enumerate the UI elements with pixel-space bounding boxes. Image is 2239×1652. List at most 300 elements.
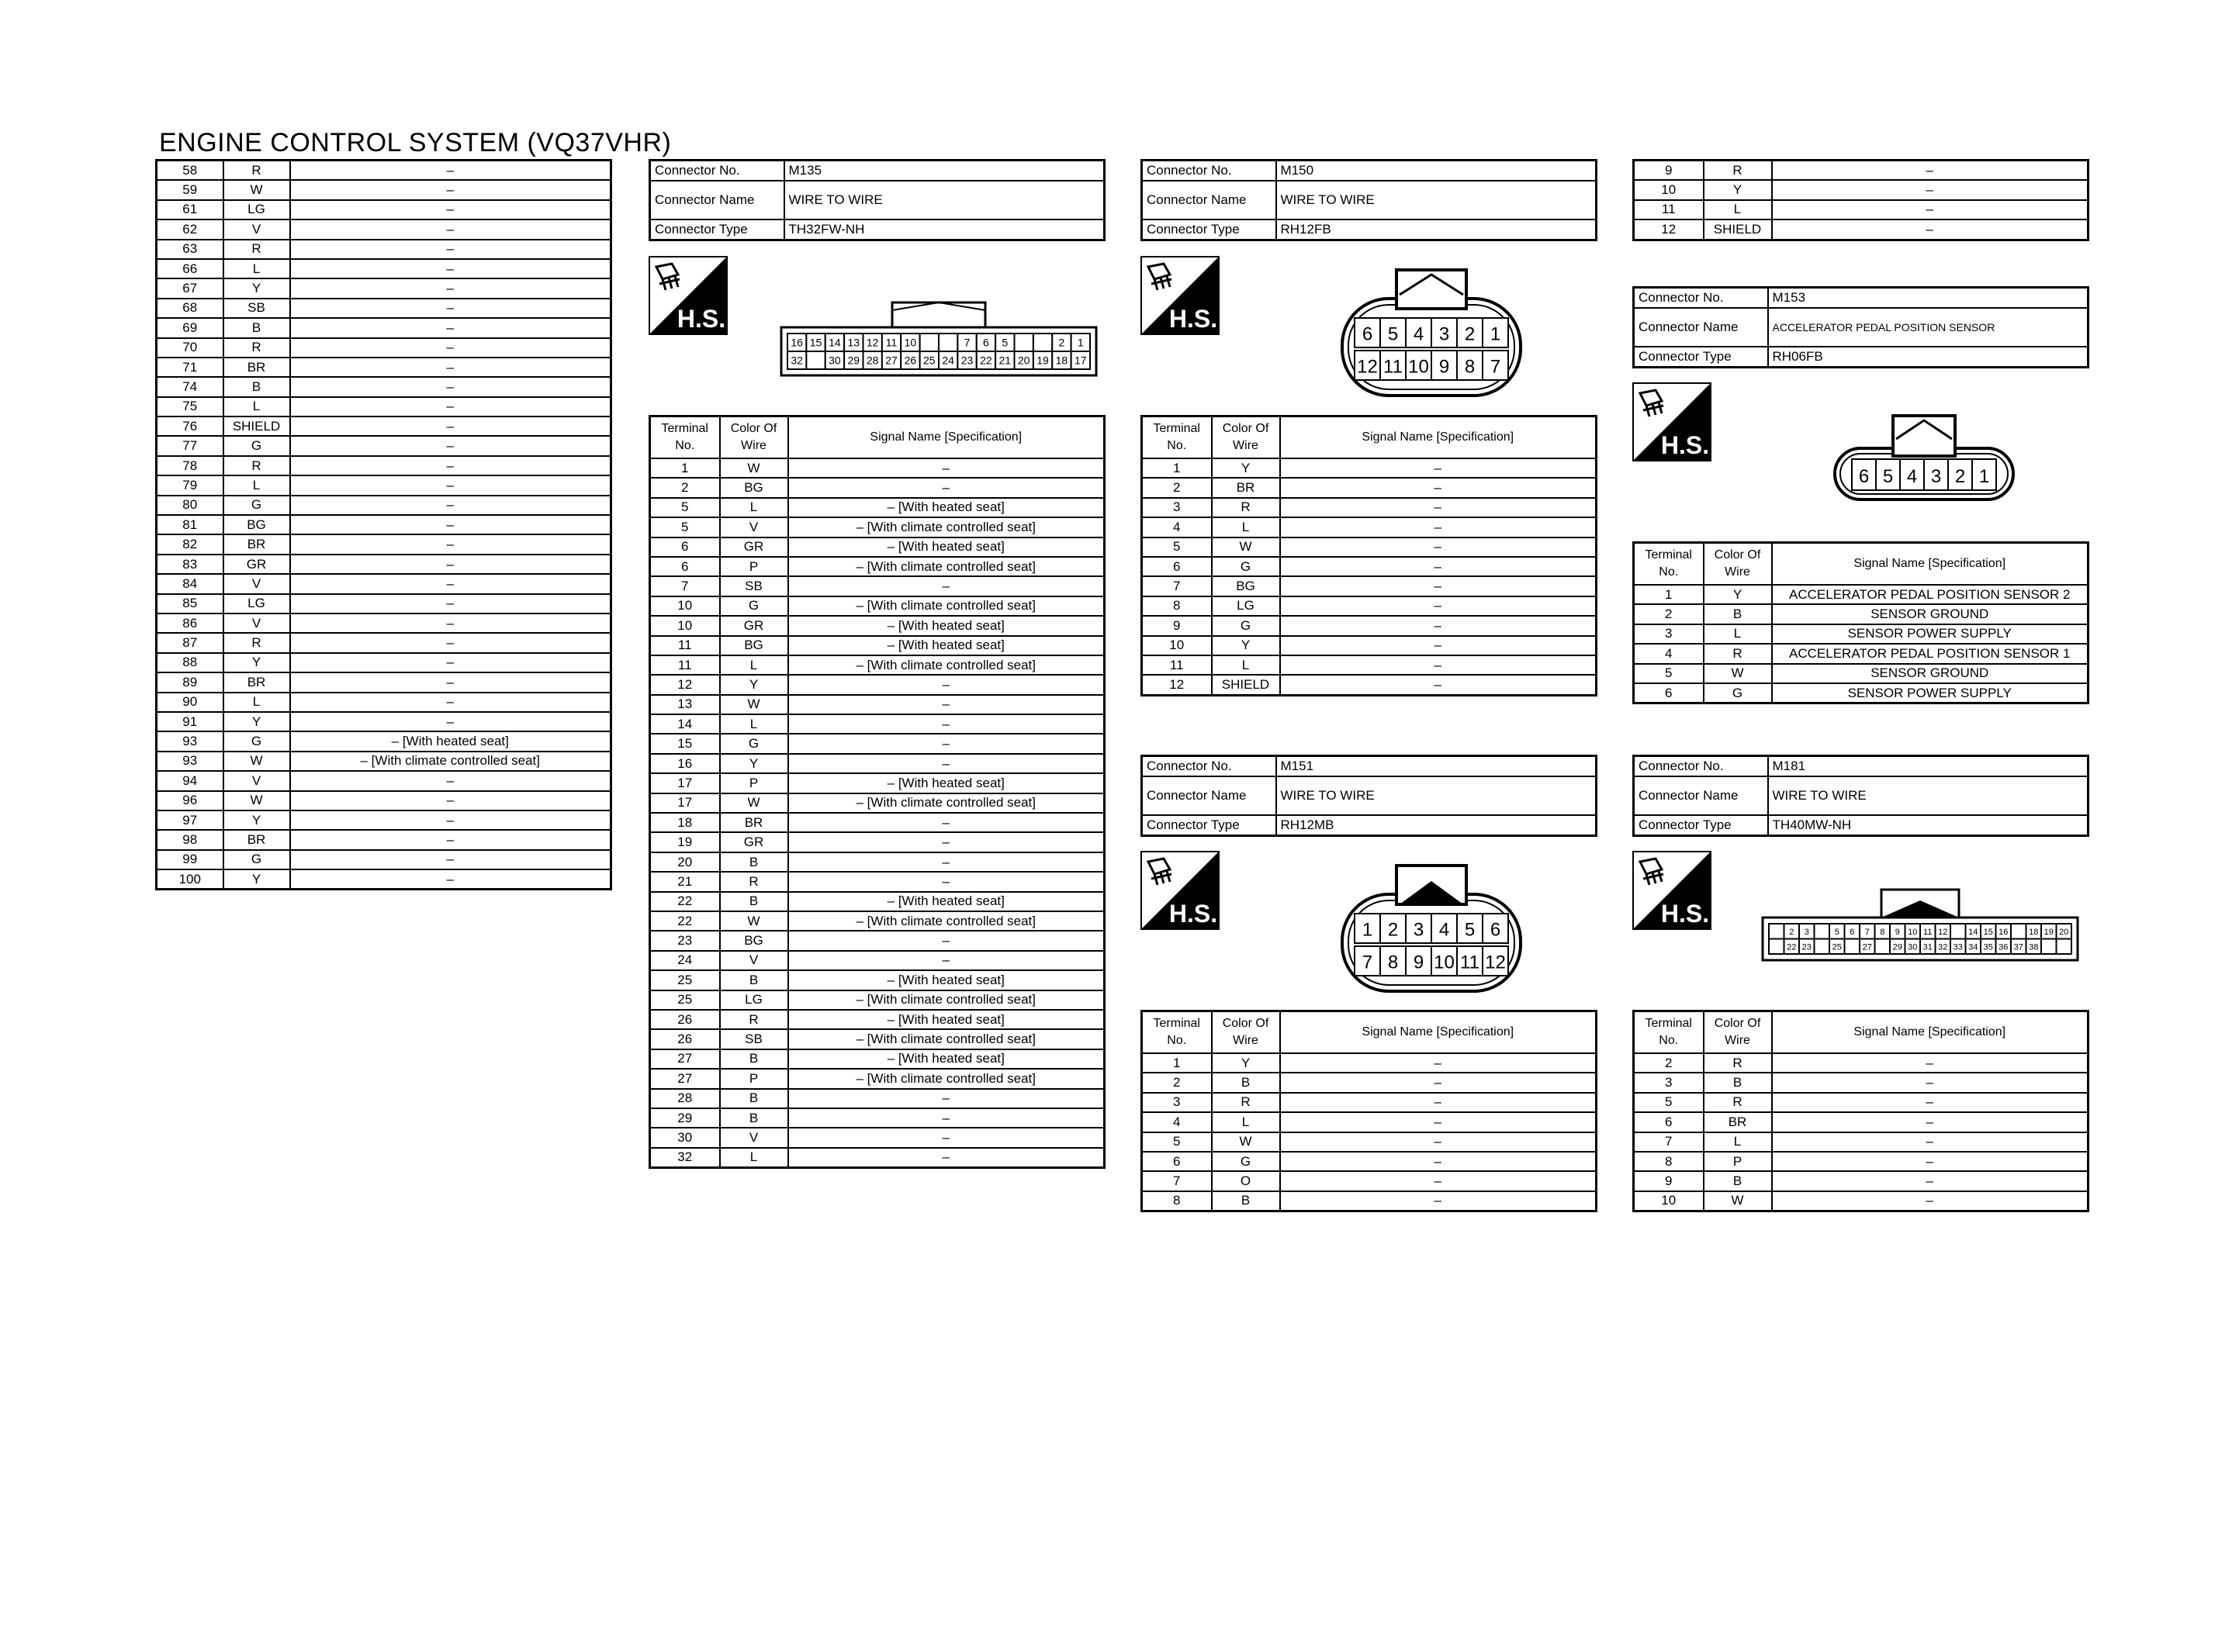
table-row (650, 695, 1105, 714)
wire-color-cell: BR (1704, 1112, 1772, 1132)
signal-name-cell: – (1280, 636, 1597, 655)
pin-cell (1950, 924, 1966, 939)
terminal-no-cell: 5 (1142, 1132, 1212, 1152)
signal-name-cell: SENSOR POWER SUPPLY (1772, 683, 2088, 703)
table-row (1142, 616, 1597, 635)
wire-color-cell: Y (223, 653, 290, 672)
terminal-no-cell: 16 (650, 754, 720, 773)
terminal-no-cell: 85 (157, 594, 223, 613)
terminal-no-cell: 71 (157, 358, 223, 377)
pin-label: 2 (1464, 323, 1476, 345)
wire-color-cell: W (1212, 1132, 1280, 1152)
table-row (650, 951, 1105, 970)
table-row (650, 557, 1105, 576)
signal-name-cell: – (290, 338, 611, 358)
signal-name-cell: – (290, 693, 611, 712)
terminal-no-cell: 2 (1142, 478, 1212, 497)
table-row (1634, 664, 2088, 683)
table-row (650, 596, 1105, 616)
terminal-no-cell: 7 (1142, 576, 1212, 596)
table-row (157, 869, 611, 890)
table-row (650, 1108, 1105, 1128)
signal-name-cell: – (1772, 1171, 2088, 1191)
wire-color-cell: G (1704, 683, 1772, 703)
terminal-no-cell: 15 (650, 734, 720, 753)
pin-label: 16 (1998, 928, 2009, 938)
signal-name-cell: – (788, 852, 1105, 872)
wire-color-cell: SHIELD (1212, 675, 1280, 695)
table-row (1142, 1112, 1597, 1132)
table-row (157, 397, 611, 416)
terminal-no-cell: 94 (157, 771, 223, 790)
connector-no-value: M151 (1276, 756, 1597, 777)
pin-cell (1015, 334, 1033, 351)
terminal-no-cell: 100 (157, 869, 223, 890)
table-row (157, 278, 611, 298)
terminal-no-cell: 63 (157, 240, 223, 259)
pin-cell (939, 334, 957, 351)
wire-color-cell: B (1704, 1073, 1772, 1092)
signal-name-cell: – [With climate controlled seat] (788, 990, 1105, 1010)
table-row (650, 537, 1105, 557)
wire-color-cell: R (223, 456, 290, 475)
connector-key (892, 302, 985, 327)
signal-name-cell: – (788, 951, 1105, 970)
wire-color-cell: P (720, 557, 788, 576)
terminal-table-continuation-left (155, 159, 612, 890)
table-row (650, 1128, 1105, 1147)
table-row (1634, 1073, 2088, 1092)
terminal-no-cell: 30 (650, 1128, 720, 1147)
wire-color-cell: BR (720, 813, 788, 832)
table-row (650, 675, 1105, 694)
hs-badge-label: H.S. (1660, 431, 1710, 459)
signal-name-cell: – (1280, 1073, 1597, 1092)
signal-name-cell: – (1772, 1093, 2088, 1112)
pin-label: 10 (904, 336, 917, 349)
signal-name-cell: – (788, 832, 1105, 852)
wire-color-cell: L (720, 498, 788, 517)
table-row (650, 458, 1105, 478)
signal-name-cell: – (788, 675, 1105, 694)
terminal-no-cell: 8 (1142, 596, 1212, 616)
connector-type-label: Connector Type (650, 219, 784, 240)
connector-name-value: ACCELERATOR PEDAL POSITION SENSOR (1768, 308, 2088, 347)
wire-color-cell: G (223, 436, 290, 455)
signal-name-cell: – [With heated seat] (788, 970, 1105, 990)
wire-color-cell: B (720, 1108, 788, 1128)
terminal-no-cell: 84 (157, 574, 223, 593)
table-row (1142, 1053, 1597, 1073)
terminal-no-cell: 11 (1142, 655, 1212, 675)
wire-color-cell: GR (720, 832, 788, 852)
wire-color-cell: W (223, 180, 290, 199)
table-row (1142, 1191, 1597, 1211)
terminal-no-cell: 6 (1634, 683, 1704, 703)
pin-label: 33 (1953, 942, 1963, 952)
table-row (1634, 219, 2088, 240)
signal-name-cell: – (1280, 596, 1597, 616)
signal-name-cell: – (788, 1148, 1105, 1168)
terminal-no-cell: 1 (650, 458, 720, 478)
wire-color-cell: B (223, 318, 290, 337)
pin-label: 7 (1490, 356, 1501, 378)
hs-harness-side-icon (1632, 851, 1711, 934)
terminal-no-cell: 17 (650, 793, 720, 813)
pin-label: 8 (1464, 356, 1476, 378)
pin-label: 11 (885, 336, 898, 349)
terminal-no-cell: 26 (650, 1029, 720, 1049)
wire-color-cell: BR (223, 534, 290, 554)
pin-label: 6 (1490, 919, 1501, 941)
signal-name-cell: – (788, 754, 1105, 773)
pin-cell (806, 351, 825, 369)
table-row (1634, 624, 2088, 644)
table-row (157, 338, 611, 358)
pin-label: 4 (1413, 323, 1424, 345)
pin-label: 2 (1789, 928, 1794, 938)
table-row (1634, 161, 2088, 181)
color-of-wire-header: Color Of Wire (1212, 1011, 1280, 1054)
terminal-no-cell: 26 (650, 1010, 720, 1029)
pin-label: 3 (1930, 466, 1942, 487)
connector-info-m151 (1140, 755, 1597, 837)
terminal-no-cell: 2 (1634, 1053, 1704, 1073)
wire-color-cell: SHIELD (223, 416, 290, 436)
signal-name-cell: – [With heated seat] (788, 1049, 1105, 1069)
signal-name-cell: – [With climate controlled seat] (788, 557, 1105, 576)
table-row (650, 911, 1105, 931)
pin-label: 22 (1787, 942, 1797, 952)
connector-no-value: M150 (1276, 161, 1597, 181)
signal-name-cell: – (290, 219, 611, 239)
pin-label: 4 (1438, 919, 1450, 941)
pin-label: 2 (1954, 466, 1966, 487)
signal-name-cell: – (1280, 1112, 1597, 1132)
signal-name-header: Signal Name [Specification] (1772, 1011, 2088, 1054)
pin-label: 5 (1834, 928, 1839, 938)
wire-color-cell: W (720, 911, 788, 931)
terminal-no-cell: 18 (650, 813, 720, 832)
terminal-no-cell: 58 (157, 161, 223, 181)
wire-color-cell: W (720, 695, 788, 714)
signal-name-cell: – (290, 180, 611, 199)
table-row (157, 358, 611, 377)
wire-color-cell: BR (223, 358, 290, 377)
signal-name-cell: – (1280, 478, 1597, 497)
connector-no-label: Connector No. (650, 161, 784, 181)
wire-color-cell: BR (223, 672, 290, 692)
terminal-no-cell: 2 (1142, 1073, 1212, 1092)
terminal-no-cell: 67 (157, 278, 223, 298)
table-row (1142, 1132, 1597, 1152)
pin-label: 7 (1362, 952, 1373, 973)
wire-color-cell: Y (1704, 585, 1772, 604)
table-row (650, 616, 1105, 635)
wire-color-cell: B (1704, 604, 1772, 624)
table-row (1142, 458, 1597, 478)
table-row (650, 754, 1105, 773)
wire-color-cell: V (223, 219, 290, 239)
terminal-no-cell: 7 (650, 576, 720, 596)
table-row (650, 1069, 1105, 1088)
signal-name-cell: – (788, 576, 1105, 596)
terminal-no-cell: 28 (650, 1089, 720, 1108)
signal-name-header: Signal Name [Specification] (1772, 543, 2088, 586)
wire-color-cell: G (223, 496, 290, 515)
wire-color-cell: LG (223, 200, 290, 219)
terminal-no-cell: 7 (1634, 1132, 1704, 1152)
terminal-no-cell: 10 (1634, 180, 1704, 199)
pin-cell (2011, 924, 2026, 939)
hs-harness-side-icon (649, 256, 728, 339)
terminal-no-cell: 93 (157, 731, 223, 751)
terminal-no-cell: 8 (1142, 1191, 1212, 1211)
pin-cell (1769, 924, 1784, 939)
table-row (1142, 517, 1597, 537)
terminal-no-cell: 12 (1634, 219, 1704, 240)
terminal-no-cell: 4 (1142, 517, 1212, 537)
terminal-no-cell: 10 (650, 616, 720, 635)
pin-label: 24 (942, 354, 954, 367)
terminal-no-cell: 17 (650, 773, 720, 793)
terminal-no-cell: 6 (1142, 1152, 1212, 1171)
terminal-no-cell: 3 (1142, 498, 1212, 517)
wire-color-cell: Y (1704, 180, 1772, 199)
pin-label: 14 (829, 336, 841, 349)
connector-face-m150 (1338, 264, 1524, 399)
terminal-no-cell: 12 (650, 675, 720, 694)
connector-type-label: Connector Type (1634, 815, 1768, 836)
pin-label: 20 (2059, 928, 2069, 938)
pin-label: 12 (866, 336, 879, 349)
pin-label: 1 (1490, 323, 1501, 345)
terminal-no-cell: 70 (157, 338, 223, 358)
signal-name-cell: – (1772, 1132, 2088, 1152)
terminal-no-cell: 27 (650, 1069, 720, 1088)
pin-label: 25 (923, 354, 936, 367)
table-row (1142, 1152, 1597, 1171)
table-row (157, 436, 611, 455)
pin-label: 32 (791, 354, 803, 367)
terminal-no-cell: 89 (157, 672, 223, 692)
signal-name-cell: – [With heated seat] (788, 498, 1105, 517)
wire-color-cell: BG (720, 478, 788, 497)
table-row (650, 970, 1105, 990)
wire-color-cell: Y (223, 869, 290, 890)
table-row (1634, 1191, 2088, 1211)
table-row (157, 633, 611, 652)
terminal-no-cell: 96 (157, 791, 223, 810)
terminal-no-cell: 2 (650, 478, 720, 497)
table-row (650, 576, 1105, 596)
signal-name-cell: – (1280, 576, 1597, 596)
pin-label: 3 (1804, 928, 1809, 938)
pin-cell (1815, 939, 1830, 955)
signal-name-cell: – (1280, 1171, 1597, 1191)
table-row (1142, 576, 1597, 596)
table-row (157, 731, 611, 751)
table-row (157, 240, 611, 259)
wire-color-cell: B (720, 1049, 788, 1069)
wire-color-cell: R (223, 161, 290, 181)
wire-color-cell: B (223, 377, 290, 396)
signal-name-cell: – (290, 594, 611, 613)
hs-harness-side-icon (1140, 256, 1220, 339)
hs-badge-label: H.S. (1168, 305, 1218, 333)
wire-color-cell: B (720, 1089, 788, 1108)
pin-label: 29 (847, 354, 860, 367)
terminal-no-header: Terminal No. (650, 416, 720, 459)
wire-color-cell: SB (720, 1029, 788, 1049)
terminal-no-cell: 13 (650, 695, 720, 714)
table-row (157, 850, 611, 869)
terminal-table-continuation-right (1632, 159, 2089, 241)
terminal-no-cell: 5 (1634, 1093, 1704, 1112)
wire-color-cell: Y (720, 754, 788, 773)
wire-color-cell: BG (223, 515, 290, 534)
signal-name-cell: – (1280, 616, 1597, 635)
pin-label: 12 (1357, 356, 1378, 378)
table-row (650, 773, 1105, 793)
table-row (650, 498, 1105, 517)
wire-color-cell: BG (720, 636, 788, 655)
terminal-no-header: Terminal No. (1142, 1011, 1212, 1054)
table-row (157, 416, 611, 436)
signal-name-header: Signal Name [Specification] (788, 416, 1105, 459)
signal-name-cell: – (1772, 1191, 2088, 1211)
pin-label: 15 (1983, 928, 1993, 938)
wire-color-cell: V (223, 574, 290, 593)
pin-label: 35 (1983, 942, 1993, 952)
pin-label: 10 (1408, 356, 1429, 378)
connector-name-label: Connector Name (1142, 181, 1276, 219)
terminal-no-cell: 86 (157, 613, 223, 633)
color-of-wire-header: Color Of Wire (1212, 416, 1280, 459)
pin-label: 11 (1460, 952, 1479, 973)
wire-color-cell: SB (223, 299, 290, 318)
wire-color-cell: LG (720, 990, 788, 1010)
wire-color-cell: L (1704, 1132, 1772, 1152)
color-of-wire-header: Color Of Wire (1704, 1011, 1772, 1054)
terminal-no-cell: 11 (650, 636, 720, 655)
table-row (157, 810, 611, 830)
table-row (650, 1029, 1105, 1049)
pin-label: 28 (866, 354, 879, 367)
wire-color-cell: G (720, 596, 788, 616)
signal-name-cell: – [With climate controlled seat] (788, 1069, 1105, 1088)
pin-label: 11 (1923, 928, 1933, 938)
terminal-table-m135 (649, 415, 1106, 1169)
terminal-no-cell: 3 (1634, 1073, 1704, 1092)
signal-name-cell: – (1280, 1191, 1597, 1211)
signal-name-cell: – (788, 872, 1105, 891)
table-row (1634, 1132, 2088, 1152)
terminal-no-cell: 22 (650, 892, 720, 911)
pin-label: 23 (960, 354, 974, 367)
pin-label: 12 (1938, 928, 1948, 938)
signal-name-cell: – [With heated seat] (788, 1010, 1105, 1029)
pin-label: 1 (1077, 336, 1084, 349)
signal-name-cell: – (290, 416, 611, 436)
pin-label: 37 (2013, 942, 2023, 952)
connector-name-label: Connector Name (1142, 776, 1276, 815)
pin-label: 15 (809, 336, 822, 349)
wire-color-cell: BG (720, 931, 788, 950)
table-row (650, 1089, 1105, 1108)
pin-label: 6 (1850, 928, 1855, 938)
terminal-no-cell: 80 (157, 496, 223, 515)
terminal-no-cell: 3 (1142, 1093, 1212, 1112)
signal-name-cell: – (788, 1108, 1105, 1128)
table-row (157, 534, 611, 554)
connector-face-m135 (780, 293, 1098, 377)
connector-name-value: WIRE TO WIRE (1768, 776, 2088, 815)
terminal-no-header: Terminal No. (1142, 416, 1212, 459)
pin-label: 1 (1978, 466, 1990, 487)
wire-color-cell: B (720, 852, 788, 872)
signal-name-cell: – (788, 458, 1105, 478)
pin-label: 3 (1438, 323, 1450, 345)
terminal-no-cell: 14 (650, 714, 720, 734)
table-row (650, 517, 1105, 537)
wire-color-cell: R (720, 1010, 788, 1029)
signal-name-cell: – (290, 318, 611, 337)
wire-color-cell: W (720, 793, 788, 813)
pin-label: 12 (1485, 952, 1506, 973)
table-row (157, 180, 611, 199)
table-row (157, 791, 611, 810)
wire-color-cell: W (1704, 1191, 1772, 1211)
signal-name-cell: – (290, 810, 611, 830)
pin-label: 10 (1908, 928, 1918, 938)
wire-color-cell: V (720, 1128, 788, 1147)
connector-no-label: Connector No. (1142, 161, 1276, 181)
table-row (1634, 644, 2088, 663)
terminal-no-cell: 66 (157, 259, 223, 278)
wire-color-cell: LG (1212, 596, 1280, 616)
signal-name-cell: – (290, 515, 611, 534)
table-row (650, 892, 1105, 911)
signal-name-cell: – (290, 240, 611, 259)
table-row (1142, 1073, 1597, 1092)
table-row (157, 555, 611, 574)
wire-color-cell: R (223, 338, 290, 358)
pin-label: 18 (1055, 354, 1068, 367)
signal-name-cell: – (1280, 498, 1597, 517)
signal-name-cell: – (788, 734, 1105, 753)
wire-color-cell: L (1212, 655, 1280, 675)
pin-label: 6 (983, 336, 989, 349)
wire-color-cell: R (1212, 498, 1280, 517)
signal-name-cell: – (290, 358, 611, 377)
terminal-no-cell: 23 (650, 931, 720, 950)
signal-name-cell: ACCELERATOR PEDAL POSITION SENSOR 1 (1772, 644, 2088, 663)
pin-label: 19 (1036, 354, 1049, 367)
pin-label: 11 (1383, 356, 1403, 378)
table-row (157, 496, 611, 515)
signal-name-cell: – [With heated seat] (290, 731, 611, 751)
signal-name-cell: – (1772, 200, 2088, 219)
signal-name-cell: – (290, 771, 611, 790)
connector-no-value: M181 (1768, 756, 2088, 777)
wire-color-cell: L (223, 397, 290, 416)
table-row (157, 161, 611, 181)
signal-name-cell: – (290, 377, 611, 396)
pin-cell (1769, 939, 1784, 955)
wire-color-cell: P (720, 773, 788, 793)
connector-type-value: TH40MW-NH (1768, 815, 2088, 836)
